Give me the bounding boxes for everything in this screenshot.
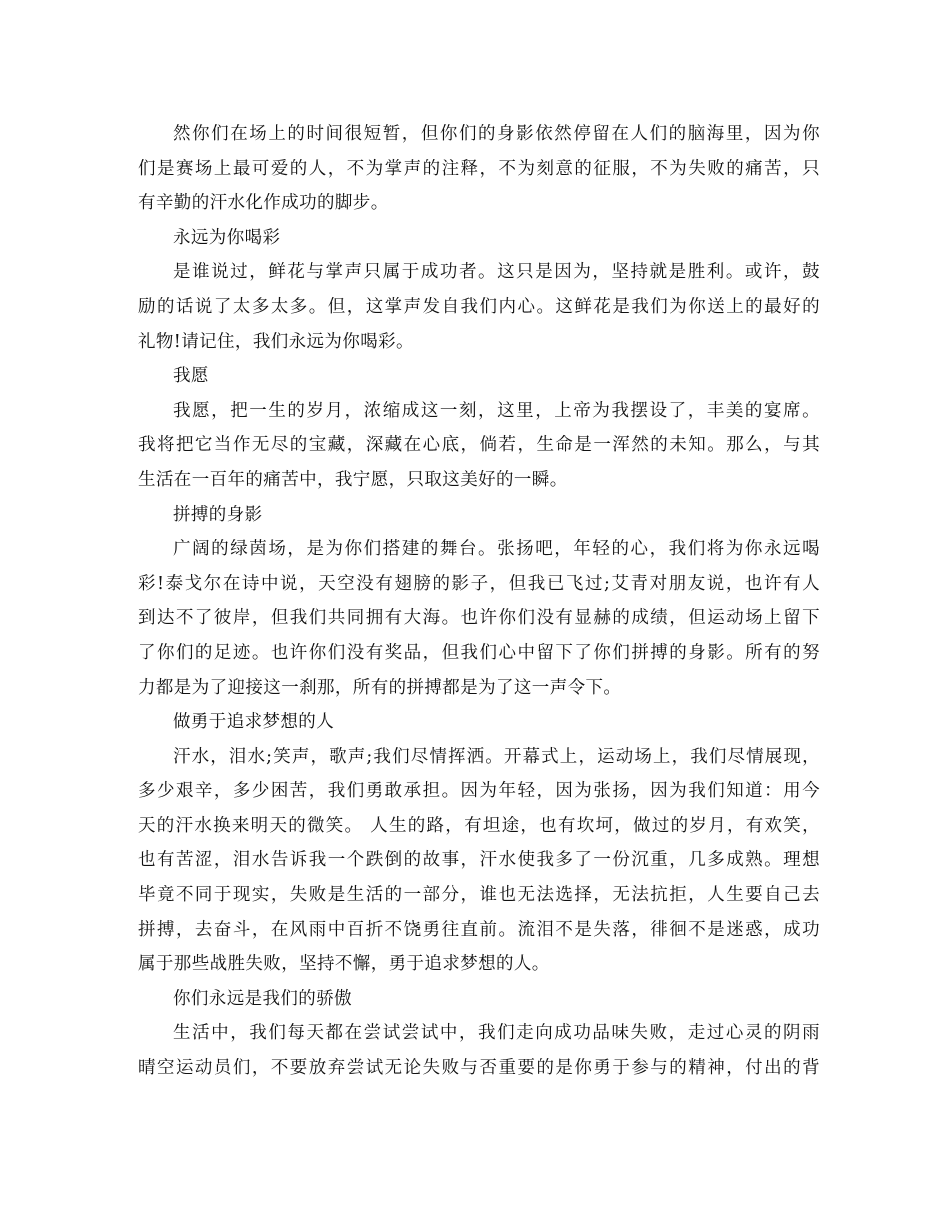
paragraph-line: 也有苦涩，泪水告诉我一个跌倒的故事，汗水使我多了一份沉重，几多成熟。理想 <box>138 850 820 871</box>
paragraph-line: 有辛勤的汗水化作成功的脚步。 <box>138 193 389 214</box>
section-heading: 永远为你喝彩 <box>173 227 281 248</box>
paragraph-line: 我愿，把一生的岁月，浓缩成这一刻，这里，上帝为我摆设了，丰美的宴席。 <box>173 400 820 421</box>
paragraph-line: 力都是为了迎接这一刹那，所有的拼搏都是为了这一声令下。 <box>138 677 622 698</box>
paragraph-line: 我将把它当作无尽的宝藏，深藏在心底，倘若，生命是一浑然的未知。那么，与其 <box>138 435 820 456</box>
document-body <box>138 117 820 1086</box>
paragraph-line: 晴空运动员们，不要放弃尝试无论失败与否重要的是你勇于参与的精神，付出的背 <box>138 1058 820 1079</box>
paragraph-line: 汗水，泪水;笑声，歌声;我们尽情挥洒。开幕式上，运动场上，我们尽情展现， <box>173 746 820 767</box>
paragraph-line: 励的话说了太多太多。但，这掌声发自我们内心。这鲜花是我们为你送上的最好的 <box>138 296 820 317</box>
paragraph-line: 然你们在场上的时间很短暂，但你们的身影依然停留在人们的脑海里，因为你 <box>173 124 820 144</box>
paragraph-line: 到达不了彼岸，但我们共同拥有大海。也许你们没有显赫的成绩，但运动场上留下 <box>138 608 820 629</box>
paragraph-line: 生活中，我们每天都在尝试尝试中，我们走向成功品味失败，走过心灵的阴雨 <box>173 1023 820 1044</box>
paragraph-line: 毕竟不同于现实，失败是生活的一部分，谁也无法选择，无法抗拒，人生要自己去 <box>138 885 820 906</box>
section-heading: 拼搏的身影 <box>173 504 263 525</box>
section-heading: 我愿 <box>173 366 209 387</box>
paragraph-line: 彩!泰戈尔在诗中说，天空没有翅膀的影子，但我已飞过;艾青对朋友说，也许有人 <box>138 573 820 594</box>
paragraph-line: 礼物!请记住，我们永远为你喝彩。 <box>138 331 414 352</box>
paragraph-line: 拼搏，去奋斗，在风雨中百折不饶勇往直前。流泪不是失落，徘徊不是迷惑，成功 <box>138 919 820 940</box>
section-heading: 你们永远是我们的骄傲 <box>173 988 352 1009</box>
paragraph-line: 天的汗水换来明天的微笑。 人生的路，有坦途，也有坎坷，做过的岁月，有欢笑， <box>138 815 820 836</box>
section-heading: 做勇于追求梦想的人 <box>173 712 335 733</box>
paragraph-line: 是谁说过，鲜花与掌声只属于成功者。这只是因为，坚持就是胜利。或许，鼓 <box>173 262 820 283</box>
paragraph-line: 生活在一百年的痛苦中，我宁愿，只取这美好的一瞬。 <box>138 469 568 490</box>
paragraph-line: 广阔的绿茵场，是为你们搭建的舞台。张扬吧，年轻的心，我们将为你永远喝 <box>173 539 820 560</box>
paragraph-line: 们是赛场上最可爱的人，不为掌声的注释，不为刻意的征服，不为失败的痛苦，只 <box>138 158 820 179</box>
paragraph-line: 多少艰辛，多少困苦，我们勇敢承担。因为年轻，因为张扬，因为我们知道：用今 <box>138 781 820 802</box>
paragraph-line: 了你们的足迹。也许你们没有奖品，但我们心中留下了你们拼搏的身影。所有的努 <box>138 642 820 663</box>
paragraph-line: 属于那些战胜失败，坚持不懈，勇于追求梦想的人。 <box>138 954 550 975</box>
